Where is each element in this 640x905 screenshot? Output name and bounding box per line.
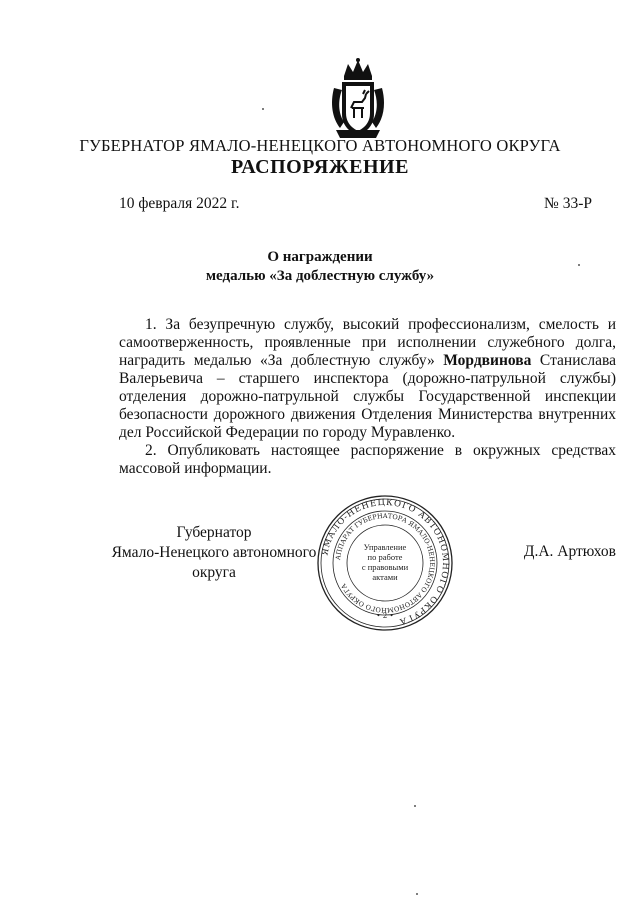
stamp-number: • 2 •	[376, 612, 394, 620]
issuing-authority: ГУБЕРНАТОР ЯМАЛО-НЕНЕЦКОГО АВТОНОМНОГО ОКРУГА	[79, 136, 561, 155]
scan-speck	[578, 264, 580, 266]
stamp-middle-text: АППАРАТ ГУБЕРНАТОРА ЯМАЛО-НЕНЕЦКОГО АВТОНОМНОГО ОКРУГА	[334, 511, 437, 615]
stamp-center-line-3: с правовыми	[361, 562, 409, 572]
document-number: № 33-Р	[544, 195, 592, 212]
document-title	[0, 248, 640, 286]
title-line-1: О награждении	[267, 249, 373, 265]
stamp-outer-text: ЯМАЛО-НЕНЕЦКОГО АВТОНОМНОГО ОКРУГА	[320, 497, 451, 627]
paragraph-1-part-2: Станислава Валерьевича – старшего инспектора (дорожно-патрульной службы) отделения дорожно-патрульной службы Государственной инспекции безопасности дорожного движения Отделения Министерства внутренних дел Российской Федерации по городу Муравленко.	[119, 352, 616, 441]
document-date: 10 февраля 2022 г.	[119, 195, 240, 212]
paragraph-1-part-1: 1. За безупречную службу, высокий профессионализм, смелость и самоотверженность, проявленные при исполнении служебного долга, наградить медалью «За доблестную службу»	[119, 316, 616, 369]
coat-of-arms-emblem	[330, 58, 386, 142]
document-type: РАСПОРЯЖЕНИЕ	[231, 156, 409, 178]
signatory-position	[91, 523, 337, 583]
paragraph-1	[119, 316, 616, 442]
stamp-center-line-2: по работе	[367, 552, 403, 562]
signatory-name: Д.А. Артюхов	[523, 543, 616, 560]
awardee-surname: Мордвинова	[443, 352, 532, 369]
stamp-center-line-1: Управление	[363, 542, 407, 552]
stamp-center-line-4: актами	[372, 572, 398, 582]
document-body	[119, 316, 616, 478]
position-line-2: Ямало-Ненецкого автономного округа	[111, 544, 317, 581]
scan-speck	[262, 108, 264, 110]
title-line-2: медалью «За доблестную службу»	[205, 268, 435, 284]
official-stamp	[316, 494, 454, 632]
paragraph-2: 2. Опубликовать настоящее распоряжение в окружных средствах массовой информации.	[119, 442, 616, 477]
position-line-1: Губернатор	[176, 524, 252, 541]
scan-speck	[416, 893, 418, 895]
scan-speck	[414, 805, 416, 807]
